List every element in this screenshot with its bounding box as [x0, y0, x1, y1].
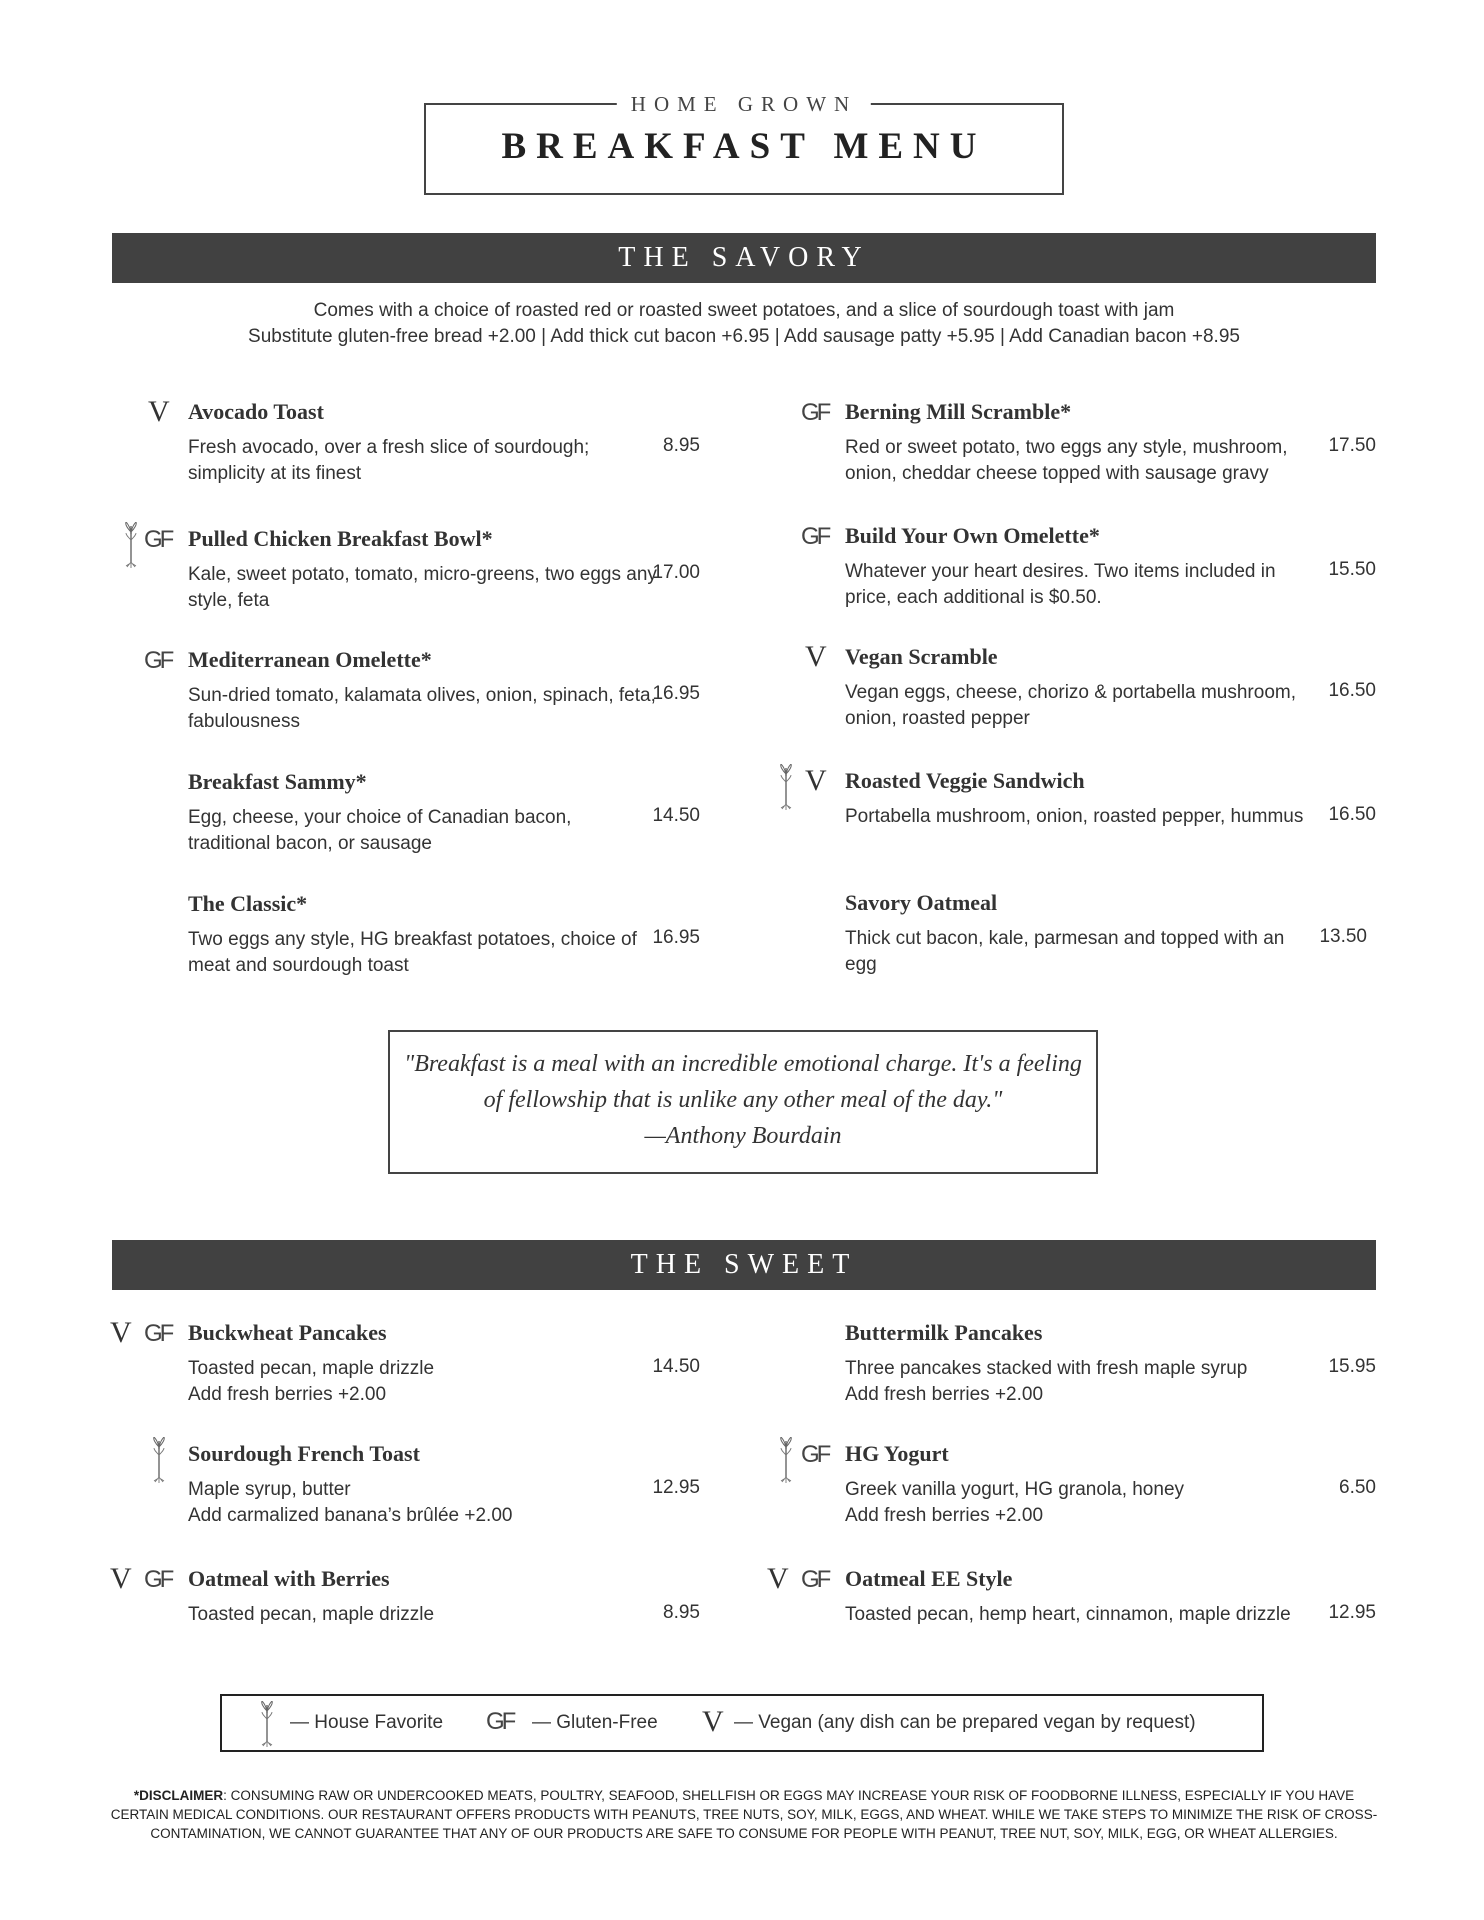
- item-name: Savory Oatmeal: [845, 890, 998, 915]
- vegan-icon: V: [805, 640, 827, 673]
- item-description: Sun-dried tomato, kalamata olives, onion, spinach, feta, fabulousness: [188, 685, 656, 732]
- item-name: Roasted Veggie Sandwich: [845, 768, 1085, 793]
- savory-section-header: THE SAVORY: [112, 233, 1376, 283]
- legend-vegan: — Vegan (any dish can be prepared vegan by request): [734, 1712, 1196, 1733]
- item-name: Sourdough French Toast: [188, 1441, 420, 1466]
- item-description: Greek vanilla yogurt, HG granola, honey: [845, 1479, 1185, 1500]
- item-price: 17.00: [652, 562, 700, 583]
- item-name: Vegan Scramble: [845, 644, 998, 669]
- vegan-icon: V: [805, 764, 827, 797]
- item-description: Maple syrup, butter: [188, 1479, 351, 1500]
- item-price: 8.95: [663, 435, 700, 456]
- vegan-icon: V: [702, 1705, 724, 1738]
- item-description: Whatever your heart desires. Two items included in price, each additional is $0.50.: [845, 561, 1276, 608]
- item-description: Toasted pecan, hemp heart, cinnamon, maple drizzle: [845, 1604, 1291, 1625]
- vegan-icon: V: [767, 1562, 789, 1595]
- item-price: 6.50: [1339, 1477, 1376, 1498]
- savory-intro-line-2: Substitute gluten-free bread +2.00 | Add thick cut bacon +6.95 | Add sausage patty +5.95 | Add Canadian bacon +8.95: [248, 326, 1240, 347]
- legend-gluten-free: — Gluten-Free: [532, 1712, 658, 1733]
- item-price: 15.95: [1328, 1356, 1376, 1377]
- item-description: Thick cut bacon, kale, parmesan and topped with an egg: [845, 928, 1285, 975]
- menu-title-box: [424, 92, 1064, 195]
- item-price: 16.95: [652, 927, 700, 948]
- item-addon: Add carmalized banana’s brûlée +2.00: [188, 1505, 513, 1526]
- item-price: 17.50: [1328, 435, 1376, 456]
- item-name: Avocado Toast: [188, 399, 324, 424]
- quote-author: —Anthony Bourdain: [644, 1123, 842, 1149]
- item-price: 14.50: [652, 1356, 700, 1377]
- gluten-free-icon: GF: [801, 1441, 829, 1468]
- item-description: Red or sweet potato, two eggs any style, mushroom, onion, cheddar cheese topped with sausage gravy: [845, 437, 1288, 484]
- gluten-free-icon: GF: [801, 399, 829, 426]
- legend-house-favorite: — House Favorite: [290, 1712, 444, 1733]
- item-name: Buckwheat Pancakes: [188, 1320, 387, 1345]
- item-name: Oatmeal with Berries: [188, 1566, 390, 1591]
- house-favorite-icon: [124, 522, 138, 570]
- item-description: Toasted pecan, maple drizzle: [188, 1358, 435, 1379]
- item-description: Vegan eggs, cheese, chorizo & portabella mushroom, onion, roasted pepper: [845, 682, 1296, 729]
- item-price: 14.50: [652, 805, 700, 826]
- quote-line-2: of fellowship that is unlike any other meal of the day.": [483, 1087, 1003, 1113]
- item-name: Mediterranean Omelette*: [188, 647, 432, 672]
- page-title: BREAKFAST MENU: [501, 126, 987, 167]
- vegan-icon: V: [110, 1562, 132, 1595]
- item-name: Breakfast Sammy*: [188, 769, 367, 794]
- item-price: 8.95: [663, 1602, 700, 1623]
- vegan-icon: V: [148, 395, 170, 428]
- item-name: The Classic*: [188, 891, 308, 916]
- gluten-free-icon: GF: [144, 647, 172, 674]
- disclaimer: [108, 1786, 1380, 1843]
- item-name: HG Yogurt: [845, 1441, 949, 1466]
- item-description: Fresh avocado, over a fresh slice of sourdough; simplicity at its finest: [188, 437, 590, 484]
- quote-line-1: "Breakfast is a meal with an incredible emotional charge. It's a feeling: [404, 1051, 1082, 1077]
- gluten-free-icon: GF: [801, 1566, 829, 1593]
- item-price: 16.95: [652, 683, 700, 704]
- legend-box: [220, 1694, 1264, 1752]
- savory-intro-line-1: Comes with a choice of roasted red or roasted sweet potatoes, and a slice of sourdough toast with jam: [313, 300, 1175, 321]
- item-price: 16.50: [1328, 680, 1376, 701]
- vegan-icon: V: [110, 1316, 132, 1349]
- gluten-free-icon: GF: [801, 523, 829, 550]
- gluten-free-icon: GF: [144, 1566, 172, 1593]
- house-favorite-icon: [260, 1701, 274, 1749]
- item-name: Berning Mill Scramble*: [845, 399, 1072, 424]
- disclaimer-label: *DISCLAIMER: [133, 1788, 224, 1803]
- disclaimer-text: : CONSUMING RAW OR UNDERCOOKED MEATS, POULTRY, SEAFOOD, SHELLFISH OR EGGS MAY INCREASE YOUR RISK OF FOODBORNE ILLNESS, ESPECIALLY IF YOU HAVE CERTAIN MEDICAL CONDITIONS. OUR RESTAURANT OFFERS PRODUCTS WITH PEANUTS, TREE NUTS, SOY, MILK, EGGS, AND WHEAT. WHILE WE TAKE STEPS TO MINIMIZE THE RISK OF CROSS-CONTAMINATION, WE CANNOT GUARANTEE THAT ANY OF OUR PRODUCTS ARE SAFE TO CONSUME FOR PEOPLE WITH PEANUT, TREE NUT, SOY, MILK, EGG, OR WHEAT ALLERGIES.: [110, 1788, 1378, 1841]
- house-favorite-icon: [152, 1437, 166, 1485]
- brand-name: HOME GROWN: [617, 92, 871, 117]
- quote-box: [388, 1030, 1098, 1174]
- item-addon: Add fresh berries +2.00: [845, 1505, 1044, 1526]
- item-description: Two eggs any style, HG breakfast potatoes, choice of meat and sourdough toast: [188, 929, 637, 976]
- item-price: 12.95: [1328, 1602, 1376, 1623]
- item-name: Oatmeal EE Style: [845, 1566, 1013, 1591]
- item-price: 15.50: [1328, 559, 1376, 580]
- gluten-free-icon: GF: [144, 526, 172, 553]
- house-favorite-icon: [779, 1437, 793, 1485]
- item-addon: Add fresh berries +2.00: [845, 1384, 1044, 1405]
- sweet-section-header: THE SWEET: [112, 1240, 1376, 1290]
- item-price: 13.50: [1319, 926, 1367, 947]
- item-name: Buttermilk Pancakes: [845, 1320, 1043, 1345]
- item-price: 16.50: [1328, 804, 1376, 825]
- gluten-free-icon: GF: [486, 1708, 514, 1735]
- item-name: Pulled Chicken Breakfast Bowl*: [188, 526, 493, 551]
- house-favorite-icon: [779, 764, 793, 812]
- gluten-free-icon: GF: [144, 1320, 172, 1347]
- item-description: Kale, sweet potato, tomato, micro-greens, two eggs any style, feta: [188, 564, 657, 611]
- item-description: Toasted pecan, maple drizzle: [188, 1604, 435, 1625]
- item-description: Portabella mushroom, onion, roasted pepper, hummus: [845, 806, 1304, 827]
- item-description: Three pancakes stacked with fresh maple syrup: [845, 1358, 1248, 1379]
- item-price: 12.95: [652, 1477, 700, 1498]
- item-description: Egg, cheese, your choice of Canadian bacon, traditional bacon, or sausage: [188, 807, 572, 854]
- item-name: Build Your Own Omelette*: [845, 523, 1100, 548]
- item-addon: Add fresh berries +2.00: [188, 1384, 387, 1405]
